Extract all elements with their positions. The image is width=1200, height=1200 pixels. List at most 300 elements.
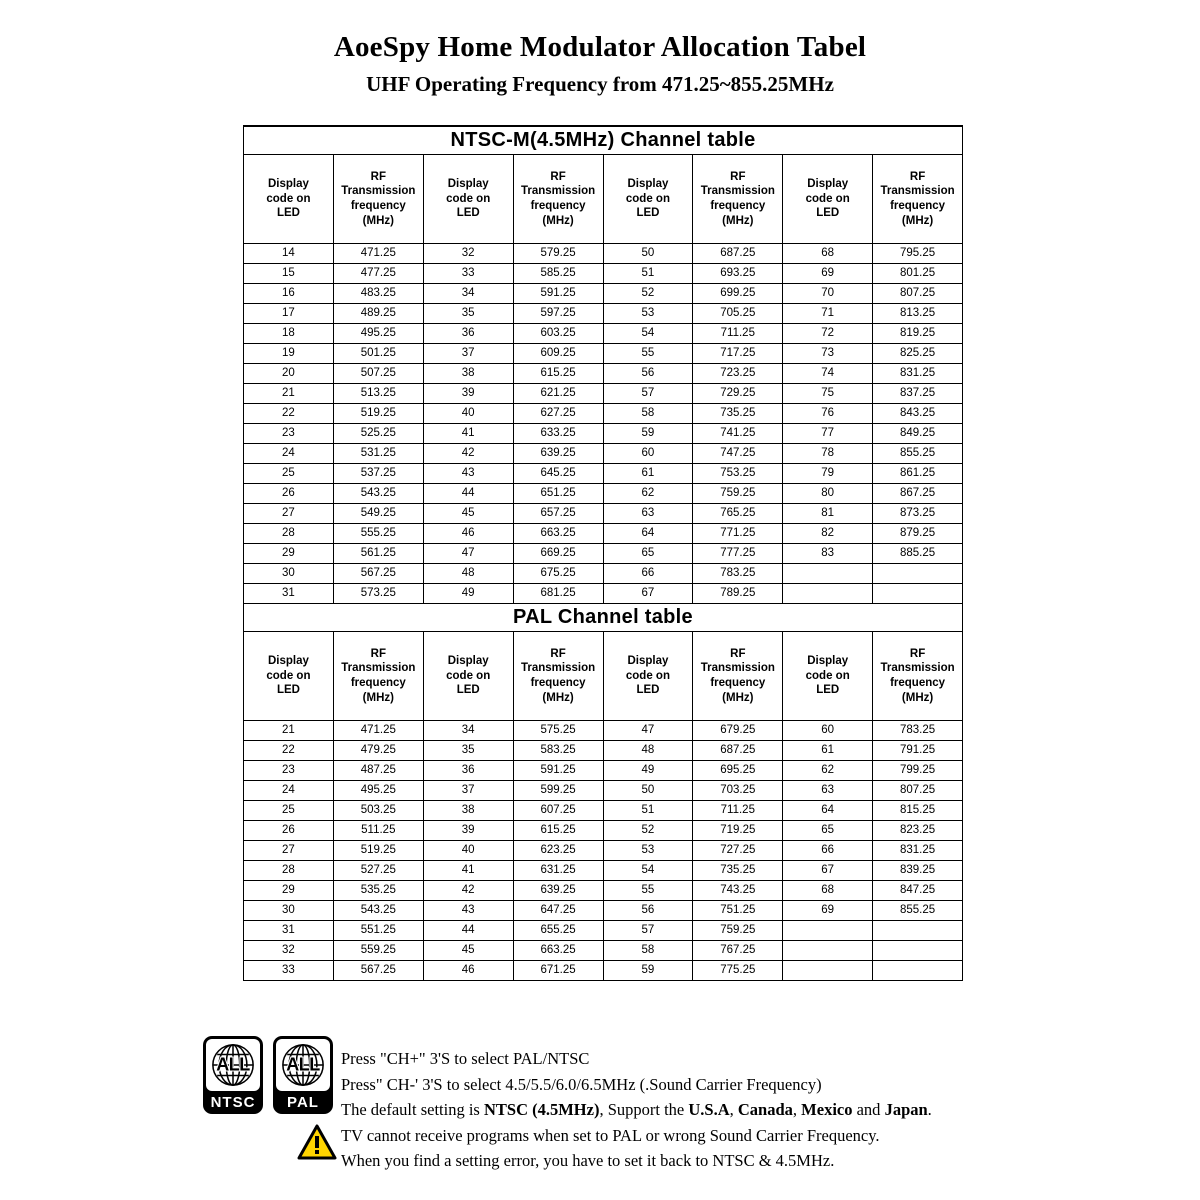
header-line: Display (267, 654, 309, 667)
cell-rf-frequency: 507.25 (333, 364, 423, 384)
cell-rf-frequency: 663.25 (513, 941, 603, 961)
cell-display-code: 73 (783, 344, 873, 364)
instruction-text: TV cannot receive programs when set to PAL or wrong Sound Carrier Frequency. (341, 1125, 880, 1145)
cell-rf-frequency: 495.25 (333, 781, 423, 801)
cell-rf-frequency: 807.25 (873, 284, 963, 304)
table-row (244, 244, 963, 264)
cell-display-code: 78 (783, 444, 873, 464)
table-row (244, 364, 963, 384)
instruction-notes (341, 1046, 932, 1174)
cell-display-code: 43 (423, 464, 513, 484)
cell-rf-frequency: 549.25 (333, 504, 423, 524)
cell-display-code: 25 (244, 464, 334, 484)
footer (0, 1028, 1200, 1200)
header-line: LED (636, 207, 660, 220)
header-display-code (603, 632, 693, 721)
instruction-text: Japan (884, 1100, 928, 1119)
cell-display-code: 52 (603, 284, 693, 304)
cell-display-code: 31 (244, 584, 334, 604)
cell-display-code: 51 (603, 801, 693, 821)
cell-rf-frequency: 687.25 (693, 741, 783, 761)
table-row (244, 384, 963, 404)
cell-display-code: 45 (423, 504, 513, 524)
cell-display-code: 51 (603, 264, 693, 284)
header-line: LED (456, 207, 480, 220)
header-line: RF (370, 647, 386, 660)
standard-badges (203, 1036, 333, 1114)
cell-display-code: 41 (423, 424, 513, 444)
table-row (244, 304, 963, 324)
cell-rf-frequency: 751.25 (693, 901, 783, 921)
cell-rf-frequency: 519.25 (333, 404, 423, 424)
cell-display-code: 61 (783, 741, 873, 761)
cell-display-code: 34 (423, 284, 513, 304)
cell-rf-frequency: 519.25 (333, 841, 423, 861)
cell-display-code: 38 (423, 801, 513, 821)
instruction-line (341, 1097, 932, 1123)
instruction-line (341, 1123, 932, 1149)
cell-display-code: 55 (603, 344, 693, 364)
cell-display-code: 46 (423, 961, 513, 981)
cell-display-code: 23 (244, 424, 334, 444)
table-row (244, 344, 963, 364)
header-line: (MHz) (362, 214, 394, 227)
cell-display-code: 69 (783, 901, 873, 921)
header-line: Display (267, 177, 309, 190)
header-line: frequency (710, 677, 766, 689)
cell-display-code: 28 (244, 524, 334, 544)
cell-rf-frequency: 819.25 (873, 324, 963, 344)
cell-rf-frequency: 531.25 (333, 444, 423, 464)
cell-display-code: 66 (783, 841, 873, 861)
table-row (244, 861, 963, 881)
header-line: frequency (710, 200, 766, 212)
header-rf-frequency (873, 632, 963, 721)
cell-display-code: 29 (244, 881, 334, 901)
cell-display-code: 37 (423, 344, 513, 364)
cell-rf-frequency: 615.25 (513, 364, 603, 384)
cell-display-code: 82 (783, 524, 873, 544)
cell-display-code: 68 (783, 881, 873, 901)
cell-rf-frequency: 487.25 (333, 761, 423, 781)
cell-display-code: 58 (603, 941, 693, 961)
cell-display-code: 32 (244, 941, 334, 961)
header-line: Display (627, 654, 669, 667)
cell-display-code: 26 (244, 821, 334, 841)
standard-badge-ntsc (203, 1036, 263, 1114)
cell-display-code: 62 (783, 761, 873, 781)
cell-rf-frequency: 607.25 (513, 801, 603, 821)
header-line: frequency (350, 200, 406, 212)
cell-rf-frequency: 489.25 (333, 304, 423, 324)
cell-display-code: 46 (423, 524, 513, 544)
cell-rf-frequency: 603.25 (513, 324, 603, 344)
header-line: Transmission (880, 662, 955, 675)
cell-display-code: 37 (423, 781, 513, 801)
cell-display-code: 50 (603, 244, 693, 264)
cell-rf-frequency: 729.25 (693, 384, 783, 404)
header-line: RF (550, 647, 566, 660)
cell-rf-frequency: 843.25 (873, 404, 963, 424)
cell-display-code: 75 (783, 384, 873, 404)
header-line: (MHz) (542, 214, 574, 227)
cell-rf-frequency: 599.25 (513, 781, 603, 801)
cell-display-code: 54 (603, 861, 693, 881)
table-row (244, 484, 963, 504)
cell-rf-frequency: 471.25 (333, 721, 423, 741)
cell-display-code: 22 (244, 404, 334, 424)
cell-rf-frequency: 679.25 (693, 721, 783, 741)
cell-rf-frequency: 823.25 (873, 821, 963, 841)
header-line: Transmission (700, 662, 775, 675)
cell-display-code: 59 (603, 961, 693, 981)
instruction-text: , (729, 1100, 738, 1119)
cell-rf-frequency: 723.25 (693, 364, 783, 384)
cell-display-code: 70 (783, 284, 873, 304)
cell-display-code: 74 (783, 364, 873, 384)
cell-rf-frequency (873, 941, 963, 961)
cell-display-code (783, 584, 873, 604)
cell-display-code: 22 (244, 741, 334, 761)
cell-display-code: 47 (423, 544, 513, 564)
header-display-code (603, 155, 693, 244)
table-row (244, 781, 963, 801)
instruction-text: When you find a setting error, you have to set it back to NTSC & 4.5MHz. (341, 1151, 835, 1170)
cell-rf-frequency: 847.25 (873, 881, 963, 901)
cell-rf-frequency: 655.25 (513, 921, 603, 941)
cell-rf-frequency: 885.25 (873, 544, 963, 564)
instruction-line (341, 1148, 932, 1174)
instruction-text: Mexico (801, 1100, 853, 1119)
instruction-text: , (792, 1100, 802, 1119)
instruction-text: NTSC (4.5MHz) (483, 1100, 600, 1119)
table-row (244, 544, 963, 564)
header-rf-frequency (333, 155, 423, 244)
cell-rf-frequency: 775.25 (693, 961, 783, 981)
cell-rf-frequency: 503.25 (333, 801, 423, 821)
header-rf-frequency (333, 632, 423, 721)
header-line: LED (276, 684, 300, 697)
table-row (244, 761, 963, 781)
cell-display-code: 49 (423, 584, 513, 604)
table-row (244, 721, 963, 741)
cell-display-code: 40 (423, 404, 513, 424)
cell-rf-frequency: 609.25 (513, 344, 603, 364)
cell-rf-frequency: 627.25 (513, 404, 603, 424)
table-section-header (244, 604, 963, 632)
header-rf-frequency (693, 155, 783, 244)
cell-display-code: 64 (783, 801, 873, 821)
cell-rf-frequency: 681.25 (513, 584, 603, 604)
cell-display-code: 56 (603, 364, 693, 384)
cell-display-code: 63 (783, 781, 873, 801)
cell-rf-frequency: 671.25 (513, 961, 603, 981)
header-line: (MHz) (542, 691, 574, 704)
header-display-code (783, 632, 873, 721)
table-row (244, 841, 963, 861)
cell-display-code: 68 (783, 244, 873, 264)
cell-display-code: 14 (244, 244, 334, 264)
cell-rf-frequency: 831.25 (873, 841, 963, 861)
header-display-code (423, 632, 513, 721)
cell-rf-frequency: 831.25 (873, 364, 963, 384)
cell-display-code: 36 (423, 324, 513, 344)
cell-display-code: 39 (423, 384, 513, 404)
cell-rf-frequency: 647.25 (513, 901, 603, 921)
cell-rf-frequency: 477.25 (333, 264, 423, 284)
table-section-header (244, 126, 963, 155)
table-row (244, 941, 963, 961)
cell-rf-frequency: 615.25 (513, 821, 603, 841)
cell-rf-frequency: 621.25 (513, 384, 603, 404)
cell-rf-frequency: 583.25 (513, 741, 603, 761)
header-line: RF (550, 170, 566, 183)
cell-rf-frequency: 675.25 (513, 564, 603, 584)
cell-display-code: 83 (783, 544, 873, 564)
instruction-text: The default setting is (341, 1100, 484, 1119)
header-line: frequency (890, 200, 946, 212)
cell-display-code: 30 (244, 564, 334, 584)
cell-rf-frequency: 711.25 (693, 801, 783, 821)
cell-display-code: 65 (603, 544, 693, 564)
header-line: frequency (530, 200, 586, 212)
cell-rf-frequency: 783.25 (693, 564, 783, 584)
cell-rf-frequency: 855.25 (873, 901, 963, 921)
cell-display-code: 31 (244, 921, 334, 941)
cell-display-code: 16 (244, 284, 334, 304)
cell-rf-frequency: 705.25 (693, 304, 783, 324)
cell-rf-frequency: 693.25 (693, 264, 783, 284)
cell-rf-frequency: 567.25 (333, 564, 423, 584)
instruction-text: Press" CH-' 3'S to select 4.5/5.5/6.0/6.5MHz (.Sound Carrier Frequency) (341, 1074, 822, 1094)
cell-rf-frequency: 527.25 (333, 861, 423, 881)
cell-rf-frequency: 767.25 (693, 941, 783, 961)
cell-display-code: 30 (244, 901, 334, 921)
header-line: (MHz) (362, 691, 394, 704)
cell-rf-frequency: 513.25 (333, 384, 423, 404)
header-line: RF (909, 170, 926, 183)
cell-display-code: 17 (244, 304, 334, 324)
cell-rf-frequency: 575.25 (513, 721, 603, 741)
table-row (244, 264, 963, 284)
cell-rf-frequency: 777.25 (693, 544, 783, 564)
table-row (244, 901, 963, 921)
cell-display-code: 35 (423, 741, 513, 761)
page-title: AoeSpy Home Modulator Allocation Tabel (333, 31, 867, 63)
cell-rf-frequency: 873.25 (873, 504, 963, 524)
header-line: Display (627, 177, 669, 190)
section-title-ntsc: NTSC-M(4.5MHz) Channel table (244, 126, 963, 155)
cell-display-code: 81 (783, 504, 873, 524)
cell-display-code: 33 (423, 264, 513, 284)
cell-rf-frequency (873, 564, 963, 584)
cell-rf-frequency (873, 584, 963, 604)
badge-label: NTSC (210, 1094, 256, 1111)
cell-rf-frequency: 717.25 (693, 344, 783, 364)
header-line: (MHz) (901, 691, 934, 704)
instruction-text: Canada (737, 1100, 793, 1119)
header-line: frequency (890, 677, 946, 689)
cell-rf-frequency: 753.25 (693, 464, 783, 484)
cell-rf-frequency: 861.25 (873, 464, 963, 484)
header-line: frequency (350, 677, 406, 689)
cell-rf-frequency: 759.25 (693, 484, 783, 504)
instruction-line (341, 1072, 932, 1098)
cell-display-code: 57 (603, 921, 693, 941)
cell-display-code: 59 (603, 424, 693, 444)
cell-rf-frequency: 623.25 (513, 841, 603, 861)
header-line: LED (816, 684, 840, 697)
instruction-text: U.S.A (688, 1100, 730, 1119)
cell-display-code: 19 (244, 344, 334, 364)
cell-display-code: 56 (603, 901, 693, 921)
cell-display-code: 80 (783, 484, 873, 504)
cell-rf-frequency: 695.25 (693, 761, 783, 781)
cell-display-code: 43 (423, 901, 513, 921)
cell-display-code: 44 (423, 484, 513, 504)
instruction-line (341, 1046, 932, 1072)
cell-display-code: 72 (783, 324, 873, 344)
cell-display-code: 53 (603, 841, 693, 861)
cell-display-code: 45 (423, 941, 513, 961)
badge-all-text: ALL (286, 1054, 320, 1075)
cell-display-code: 69 (783, 264, 873, 284)
cell-display-code: 42 (423, 881, 513, 901)
cell-rf-frequency: 735.25 (693, 861, 783, 881)
cell-rf-frequency: 759.25 (693, 921, 783, 941)
globe-icon (276, 1039, 330, 1091)
header-line: LED (636, 684, 660, 697)
cell-rf-frequency: 801.25 (873, 264, 963, 284)
warning-triangle-icon (297, 1124, 337, 1160)
header-display-code (423, 155, 513, 244)
header-line: LED (816, 207, 840, 220)
cell-rf-frequency: 537.25 (333, 464, 423, 484)
cell-rf-frequency: 591.25 (513, 761, 603, 781)
cell-display-code: 47 (603, 721, 693, 741)
cell-rf-frequency: 849.25 (873, 424, 963, 444)
header-rf-frequency (513, 632, 603, 721)
cell-display-code: 53 (603, 304, 693, 324)
cell-display-code (783, 941, 873, 961)
cell-rf-frequency: 663.25 (513, 524, 603, 544)
cell-display-code: 48 (423, 564, 513, 584)
channel-table (243, 125, 963, 981)
cell-rf-frequency: 639.25 (513, 444, 603, 464)
header-line: (MHz) (722, 214, 754, 227)
header-line: LED (276, 207, 300, 220)
cell-rf-frequency: 651.25 (513, 484, 603, 504)
cell-rf-frequency: 765.25 (693, 504, 783, 524)
header-line: Transmission (880, 185, 955, 198)
cell-display-code: 54 (603, 324, 693, 344)
cell-rf-frequency: 771.25 (693, 524, 783, 544)
cell-display-code: 41 (423, 861, 513, 881)
badge-all-text: ALL (216, 1054, 250, 1075)
cell-rf-frequency: 471.25 (333, 244, 423, 264)
cell-rf-frequency: 633.25 (513, 424, 603, 444)
header-line: Display (447, 177, 489, 190)
cell-display-code: 44 (423, 921, 513, 941)
cell-display-code: 66 (603, 564, 693, 584)
cell-rf-frequency: 837.25 (873, 384, 963, 404)
cell-rf-frequency: 579.25 (513, 244, 603, 264)
cell-display-code: 27 (244, 841, 334, 861)
cell-rf-frequency: 567.25 (333, 961, 423, 981)
cell-rf-frequency: 687.25 (693, 244, 783, 264)
cell-display-code: 48 (603, 741, 693, 761)
cell-rf-frequency: 631.25 (513, 861, 603, 881)
header-line: RF (909, 647, 926, 660)
cell-display-code: 64 (603, 524, 693, 544)
table-row (244, 404, 963, 424)
table-row (244, 741, 963, 761)
badge-label: PAL (287, 1094, 319, 1111)
cell-display-code: 42 (423, 444, 513, 464)
instruction-text: , Support the (599, 1100, 689, 1119)
header-line: code on (625, 669, 670, 682)
globe-icon (206, 1039, 260, 1091)
cell-rf-frequency: 791.25 (873, 741, 963, 761)
cell-display-code: 40 (423, 841, 513, 861)
header-line: Display (807, 177, 849, 190)
table-row (244, 564, 963, 584)
cell-display-code (783, 961, 873, 981)
header-line: (MHz) (901, 214, 934, 227)
cell-display-code: 57 (603, 384, 693, 404)
cell-rf-frequency: 559.25 (333, 941, 423, 961)
cell-rf-frequency: 879.25 (873, 524, 963, 544)
header-line: frequency (530, 677, 586, 689)
cell-display-code: 20 (244, 364, 334, 384)
table-row (244, 444, 963, 464)
cell-rf-frequency: 585.25 (513, 264, 603, 284)
cell-rf-frequency: 555.25 (333, 524, 423, 544)
cell-display-code: 24 (244, 781, 334, 801)
header-display-code (244, 632, 334, 721)
cell-display-code: 29 (244, 544, 334, 564)
cell-display-code: 58 (603, 404, 693, 424)
header-line: RF (730, 647, 746, 660)
table-row (244, 524, 963, 544)
cell-rf-frequency: 783.25 (873, 721, 963, 741)
header-line: Display (807, 654, 849, 667)
cell-rf-frequency: 511.25 (333, 821, 423, 841)
cell-display-code: 67 (603, 584, 693, 604)
table-row (244, 921, 963, 941)
cell-rf-frequency: 543.25 (333, 901, 423, 921)
header-line: code on (625, 192, 670, 205)
cell-rf-frequency: 591.25 (513, 284, 603, 304)
cell-rf-frequency: 645.25 (513, 464, 603, 484)
header-line: RF (370, 170, 386, 183)
cell-rf-frequency: 639.25 (513, 881, 603, 901)
cell-display-code: 61 (603, 464, 693, 484)
header-line: code on (805, 669, 850, 682)
cell-display-code: 79 (783, 464, 873, 484)
table-row (244, 464, 963, 484)
cell-display-code: 49 (603, 761, 693, 781)
cell-rf-frequency: 735.25 (693, 404, 783, 424)
cell-display-code: 65 (783, 821, 873, 841)
header-line: code on (266, 192, 311, 205)
cell-rf-frequency: 799.25 (873, 761, 963, 781)
cell-rf-frequency: 703.25 (693, 781, 783, 801)
table-row (244, 801, 963, 821)
cell-display-code: 33 (244, 961, 334, 981)
table-row (244, 881, 963, 901)
cell-display-code: 25 (244, 801, 334, 821)
